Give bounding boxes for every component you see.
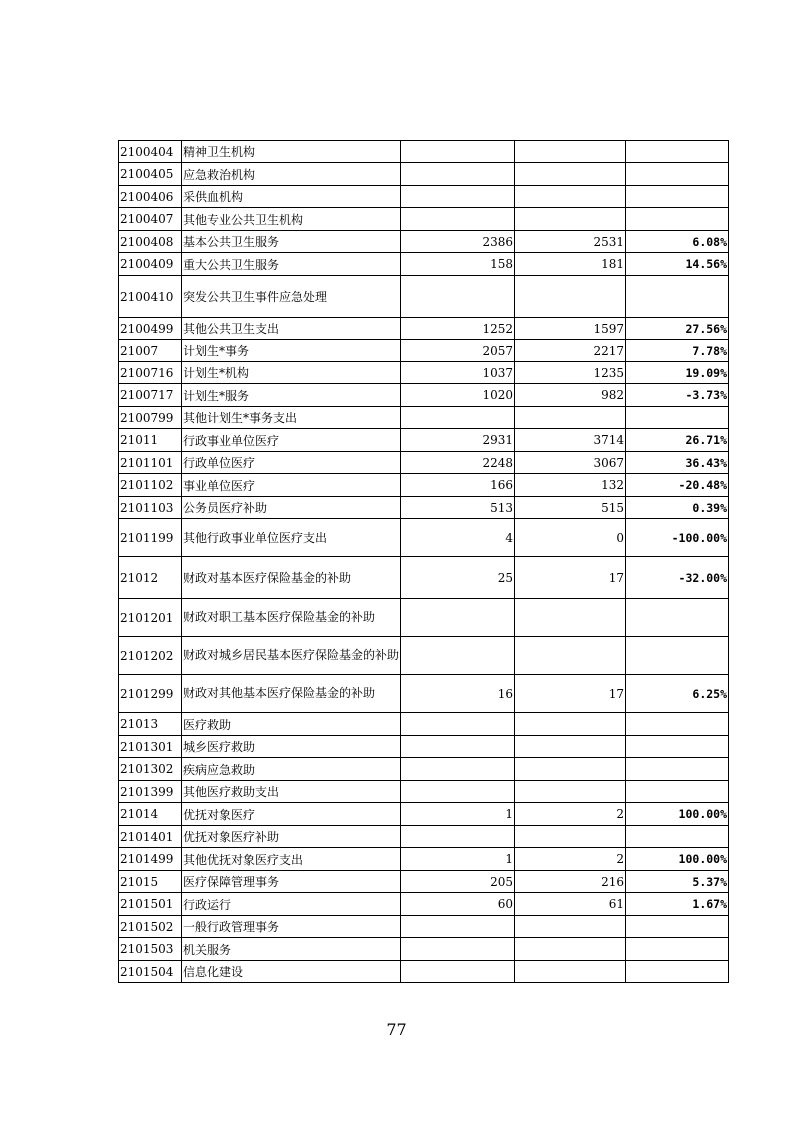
table-body: [119, 141, 729, 983]
table-row: [119, 637, 729, 675]
cell-curr-value: 2217: [515, 340, 626, 362]
table-row: [119, 758, 729, 781]
table-row: [119, 848, 729, 871]
cell-prev-value: [401, 163, 515, 186]
table-row: [119, 961, 729, 983]
cell-change-pct: [626, 141, 729, 163]
cell-change-pct: 6.08%: [626, 231, 729, 253]
cell-code: 2101202: [119, 637, 182, 675]
cell-prev-value: 2248: [401, 452, 515, 474]
cell-curr-value: [515, 916, 626, 938]
cell-change-pct: [626, 938, 729, 961]
cell-prev-value: [401, 781, 515, 803]
cell-curr-value: 216: [515, 871, 626, 893]
cell-prev-value: 1037: [401, 362, 515, 384]
cell-change-pct: 36.43%: [626, 452, 729, 474]
cell-item-name: 一般行政管理事务: [182, 916, 401, 938]
cell-change-pct: [626, 276, 729, 318]
cell-curr-value: 17: [515, 675, 626, 713]
cell-item-name: 其他医疗救助支出: [182, 781, 401, 803]
cell-code: 2100408: [119, 231, 182, 253]
cell-prev-value: 2057: [401, 340, 515, 362]
cell-item-name: 优抚对象医疗补助: [182, 826, 401, 848]
cell-prev-value: [401, 758, 515, 781]
cell-item-name: 财政对城乡居民基本医疗保险基金的补助: [182, 637, 401, 675]
cell-prev-value: 16: [401, 675, 515, 713]
table-row: [119, 253, 729, 276]
cell-code: 2100409: [119, 253, 182, 276]
cell-item-name: 医疗救助: [182, 713, 401, 736]
cell-curr-value: 132: [515, 474, 626, 497]
cell-prev-value: [401, 186, 515, 208]
cell-item-name: 其他计划生*事务支出: [182, 407, 401, 429]
cell-prev-value: [401, 916, 515, 938]
cell-change-pct: [626, 186, 729, 208]
cell-change-pct: 100.00%: [626, 848, 729, 871]
cell-code: 2101504: [119, 961, 182, 983]
cell-curr-value: [515, 208, 626, 231]
cell-code: 2101301: [119, 736, 182, 758]
cell-change-pct: [626, 407, 729, 429]
table-row: [119, 736, 729, 758]
table-row: [119, 276, 729, 318]
table-row: [119, 781, 729, 803]
cell-change-pct: [626, 758, 729, 781]
cell-curr-value: 2: [515, 848, 626, 871]
cell-code: 2101103: [119, 497, 182, 519]
cell-prev-value: [401, 276, 515, 318]
cell-prev-value: [401, 826, 515, 848]
cell-prev-value: 1020: [401, 384, 515, 407]
cell-change-pct: -20.48%: [626, 474, 729, 497]
cell-prev-value: [401, 736, 515, 758]
cell-prev-value: 513: [401, 497, 515, 519]
cell-code: 2101499: [119, 848, 182, 871]
cell-change-pct: 100.00%: [626, 803, 729, 826]
table-row: [119, 186, 729, 208]
cell-curr-value: [515, 407, 626, 429]
cell-curr-value: [515, 781, 626, 803]
table-row: [119, 362, 729, 384]
table-row: [119, 871, 729, 893]
cell-curr-value: [515, 599, 626, 637]
table-row: [119, 713, 729, 736]
cell-change-pct: 7.78%: [626, 340, 729, 362]
cell-item-name: 突发公共卫生事件应急处理: [182, 276, 401, 318]
cell-curr-value: 61: [515, 893, 626, 916]
cell-code: 2101102: [119, 474, 182, 497]
cell-curr-value: 181: [515, 253, 626, 276]
table-row: [119, 474, 729, 497]
cell-curr-value: 1597: [515, 318, 626, 340]
cell-prev-value: 25: [401, 557, 515, 599]
cell-item-name: 采供血机构: [182, 186, 401, 208]
cell-code: 21011: [119, 429, 182, 452]
table-row: [119, 599, 729, 637]
cell-change-pct: 0.39%: [626, 497, 729, 519]
table-row: [119, 938, 729, 961]
cell-code: 2101199: [119, 519, 182, 557]
cell-change-pct: 1.67%: [626, 893, 729, 916]
cell-code: 2100407: [119, 208, 182, 231]
cell-curr-value: [515, 736, 626, 758]
table-row: [119, 163, 729, 186]
cell-change-pct: 27.56%: [626, 318, 729, 340]
cell-curr-value: 2: [515, 803, 626, 826]
cell-item-name: 基本公共卫生服务: [182, 231, 401, 253]
cell-item-name: 精神卫生机构: [182, 141, 401, 163]
cell-item-name: 医疗保障管理事务: [182, 871, 401, 893]
cell-item-name: 财政对其他基本医疗保险基金的补助: [182, 675, 401, 713]
cell-curr-value: 17: [515, 557, 626, 599]
cell-curr-value: [515, 186, 626, 208]
cell-code: 21014: [119, 803, 182, 826]
cell-curr-value: [515, 961, 626, 983]
cell-curr-value: 982: [515, 384, 626, 407]
cell-item-name: 城乡医疗救助: [182, 736, 401, 758]
cell-change-pct: [626, 781, 729, 803]
cell-item-name: 公务员医疗补助: [182, 497, 401, 519]
cell-prev-value: 205: [401, 871, 515, 893]
cell-change-pct: 26.71%: [626, 429, 729, 452]
cell-code: 2101503: [119, 938, 182, 961]
cell-code: 2101401: [119, 826, 182, 848]
cell-item-name: 事业单位医疗: [182, 474, 401, 497]
cell-item-name: 计划生*服务: [182, 384, 401, 407]
cell-prev-value: [401, 599, 515, 637]
cell-code: 2100405: [119, 163, 182, 186]
table-row: [119, 141, 729, 163]
cell-code: 2100404: [119, 141, 182, 163]
cell-curr-value: [515, 637, 626, 675]
cell-change-pct: [626, 826, 729, 848]
expenditure-table: [118, 140, 729, 983]
cell-code: 2101502: [119, 916, 182, 938]
cell-change-pct: [626, 637, 729, 675]
cell-prev-value: [401, 208, 515, 231]
cell-item-name: 其他行政事业单位医疗支出: [182, 519, 401, 557]
cell-item-name: 行政事业单位医疗: [182, 429, 401, 452]
cell-code: 2100410: [119, 276, 182, 318]
cell-code: 2101501: [119, 893, 182, 916]
cell-prev-value: [401, 938, 515, 961]
cell-code: 2101399: [119, 781, 182, 803]
table-row: [119, 231, 729, 253]
table-row: [119, 208, 729, 231]
cell-code: 2101201: [119, 599, 182, 637]
cell-item-name: 计划生*机构: [182, 362, 401, 384]
cell-change-pct: [626, 599, 729, 637]
cell-code: 2100406: [119, 186, 182, 208]
cell-change-pct: [626, 736, 729, 758]
cell-item-name: 重大公共卫生服务: [182, 253, 401, 276]
cell-curr-value: 2531: [515, 231, 626, 253]
table-row: [119, 557, 729, 599]
cell-code: 21015: [119, 871, 182, 893]
table-row: [119, 407, 729, 429]
cell-prev-value: [401, 141, 515, 163]
cell-prev-value: 2931: [401, 429, 515, 452]
cell-change-pct: [626, 208, 729, 231]
table-row: [119, 893, 729, 916]
cell-item-name: 财政对职工基本医疗保险基金的补助: [182, 599, 401, 637]
cell-code: 21012: [119, 557, 182, 599]
cell-curr-value: [515, 163, 626, 186]
page-number: 77: [386, 1020, 407, 1039]
table-row: [119, 519, 729, 557]
cell-item-name: 疾病应急救助: [182, 758, 401, 781]
cell-code: 2100717: [119, 384, 182, 407]
cell-curr-value: [515, 758, 626, 781]
cell-code: 21013: [119, 713, 182, 736]
cell-prev-value: 4: [401, 519, 515, 557]
cell-item-name: 其他专业公共卫生机构: [182, 208, 401, 231]
table-row: [119, 675, 729, 713]
cell-code: 2101299: [119, 675, 182, 713]
cell-change-pct: -3.73%: [626, 384, 729, 407]
cell-code: 2101101: [119, 452, 182, 474]
cell-change-pct: 19.09%: [626, 362, 729, 384]
cell-prev-value: [401, 961, 515, 983]
table-row: [119, 429, 729, 452]
table-row: [119, 803, 729, 826]
cell-item-name: 财政对基本医疗保险基金的补助: [182, 557, 401, 599]
cell-curr-value: [515, 276, 626, 318]
cell-change-pct: 5.37%: [626, 871, 729, 893]
cell-change-pct: [626, 916, 729, 938]
table-row: [119, 318, 729, 340]
cell-prev-value: 166: [401, 474, 515, 497]
cell-change-pct: [626, 713, 729, 736]
cell-prev-value: [401, 407, 515, 429]
cell-change-pct: -32.00%: [626, 557, 729, 599]
table-row: [119, 826, 729, 848]
cell-curr-value: 3714: [515, 429, 626, 452]
cell-change-pct: 14.56%: [626, 253, 729, 276]
cell-curr-value: [515, 938, 626, 961]
cell-curr-value: 3067: [515, 452, 626, 474]
table-row: [119, 452, 729, 474]
cell-prev-value: [401, 637, 515, 675]
table-row: [119, 916, 729, 938]
cell-curr-value: [515, 713, 626, 736]
table-row: [119, 497, 729, 519]
cell-code: 2100799: [119, 407, 182, 429]
cell-prev-value: 1: [401, 848, 515, 871]
cell-curr-value: 0: [515, 519, 626, 557]
cell-prev-value: 60: [401, 893, 515, 916]
cell-item-name: 行政运行: [182, 893, 401, 916]
cell-item-name: 应急救治机构: [182, 163, 401, 186]
cell-change-pct: -100.00%: [626, 519, 729, 557]
cell-item-name: 信息化建设: [182, 961, 401, 983]
cell-change-pct: [626, 961, 729, 983]
cell-prev-value: 1: [401, 803, 515, 826]
table-row: [119, 340, 729, 362]
cell-item-name: 行政单位医疗: [182, 452, 401, 474]
cell-curr-value: 1235: [515, 362, 626, 384]
cell-item-name: 其他优抚对象医疗支出: [182, 848, 401, 871]
cell-curr-value: 515: [515, 497, 626, 519]
cell-change-pct: 6.25%: [626, 675, 729, 713]
cell-prev-value: [401, 713, 515, 736]
table-row: [119, 384, 729, 407]
cell-item-name: 机关服务: [182, 938, 401, 961]
cell-curr-value: [515, 141, 626, 163]
cell-prev-value: 1252: [401, 318, 515, 340]
cell-code: 2100499: [119, 318, 182, 340]
cell-prev-value: 2386: [401, 231, 515, 253]
cell-item-name: 计划生*事务: [182, 340, 401, 362]
cell-curr-value: [515, 826, 626, 848]
cell-change-pct: [626, 163, 729, 186]
cell-code: 21007: [119, 340, 182, 362]
cell-prev-value: 158: [401, 253, 515, 276]
cell-code: 2100716: [119, 362, 182, 384]
cell-item-name: 优抚对象医疗: [182, 803, 401, 826]
cell-code: 2101302: [119, 758, 182, 781]
cell-item-name: 其他公共卫生支出: [182, 318, 401, 340]
